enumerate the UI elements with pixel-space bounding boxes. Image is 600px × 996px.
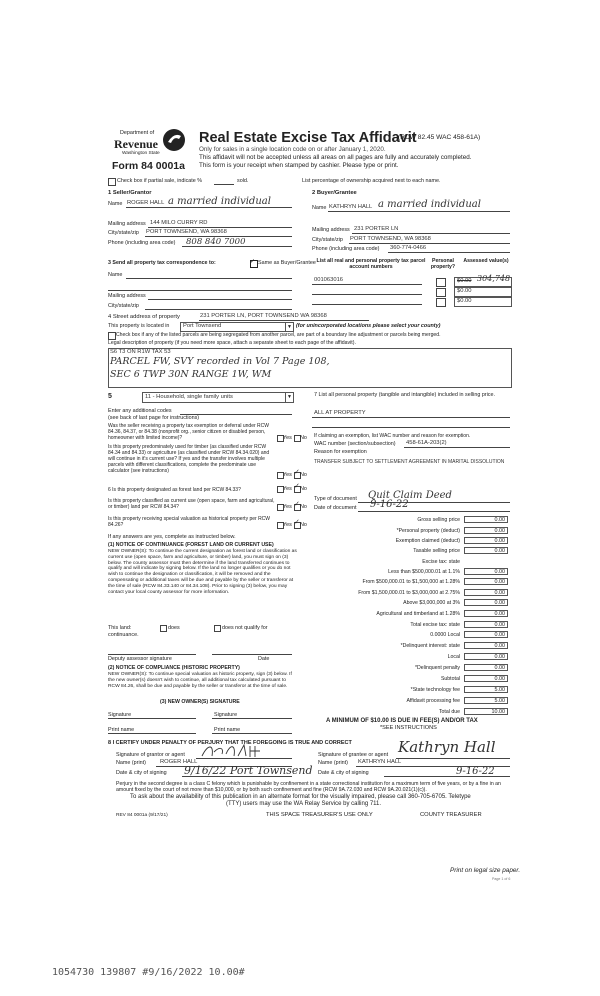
tax-row bbox=[300, 578, 508, 587]
street-field[interactable] bbox=[199, 320, 369, 321]
section3-city-field[interactable] bbox=[145, 309, 292, 310]
tax-row-label: *Delinquent penalty bbox=[415, 665, 460, 671]
tax-row-label: Subtotal bbox=[440, 676, 460, 682]
dept-state: Washington State bbox=[122, 151, 160, 156]
tax-row bbox=[300, 610, 508, 619]
new-owner-print-label-2: Print name bbox=[214, 727, 241, 733]
personal-property-line-2[interactable] bbox=[312, 427, 510, 428]
wac-label: WAC number (section/subsection) bbox=[314, 441, 396, 447]
tax-row-value[interactable]: 0.00 bbox=[464, 516, 508, 523]
accessibility-line-2: (TTY) users may use the WA Relay Service by calling 711. bbox=[226, 801, 382, 807]
assessed-value-1-struck: $0.00 bbox=[457, 278, 472, 284]
tax-row-value[interactable]: 0.00 bbox=[464, 653, 508, 660]
land-use-chevron-icon: ▼ bbox=[285, 393, 293, 402]
section3-city-label: City/state/zip bbox=[108, 303, 139, 309]
seller-mail-value: 144 MILO CURRY RD bbox=[150, 220, 208, 226]
tax-row-value[interactable]: 0.00 bbox=[464, 631, 508, 638]
tax-row-label: From $500,000.01 to $1,500,000 at 1.28% bbox=[362, 579, 460, 585]
header-sub1: Only for sales in a single location code on or after January 1, 2020. bbox=[199, 146, 386, 153]
grantee-signature-line[interactable] bbox=[396, 758, 510, 759]
grantor-date-label: Date & city of signing bbox=[116, 770, 167, 776]
tax-row-label: *Delinquent interest: state bbox=[400, 643, 460, 649]
buyer-name-field[interactable] bbox=[328, 211, 510, 212]
grantor-date-handwritten: 9/16/22 Port Townsend bbox=[184, 764, 313, 777]
unincorporated-note: (for unincorporated locations please select your county) bbox=[296, 323, 441, 329]
tax-row bbox=[300, 653, 508, 662]
new-owner-sig-heading: (3) NEW OWNER(S) SIGNATURE bbox=[160, 699, 240, 705]
section3-name-field[interactable] bbox=[126, 278, 292, 279]
buyer-name-handwritten: a married individual bbox=[378, 199, 481, 210]
treasurer-use: THIS SPACE TREASURER'S USE ONLY bbox=[266, 812, 373, 818]
assessed-col-header: Assessed value(s) bbox=[463, 258, 509, 264]
see-instructions: *SEE INSTRUCTIONS bbox=[380, 725, 437, 731]
doc-type-label: Type of document bbox=[314, 496, 357, 502]
personal-property-heading: 7 List all personal property (tangible and intangible) included in selling price. bbox=[314, 392, 495, 398]
tax-row-label: Gross selling price bbox=[417, 517, 460, 523]
seller-city-label: City/state/zip bbox=[108, 230, 139, 236]
seller-heading: 1 Seller/Grantor bbox=[108, 190, 152, 196]
personal-property-checkbox-2[interactable] bbox=[436, 288, 446, 297]
personal-property-checkbox-3[interactable] bbox=[436, 298, 446, 307]
grantor-signature bbox=[200, 742, 270, 760]
compliance-text: NEW OWNER(S): To continue special valuation as historic property, sign (3) below. If the new owner(s) doesn't wish to continue, all additional tax calculated pursuant to RCW 84.26, shall be due and payable by the seller or transferor at the time of sale. bbox=[108, 672, 292, 689]
buyer-name-label: Name bbox=[312, 205, 327, 211]
exemption-no-label: No bbox=[300, 435, 307, 441]
current-use-question: Is this property classified as current use (open space, farm and agricultural, or timber) land per RCW 84.34? bbox=[108, 498, 275, 510]
seller-mail-field[interactable] bbox=[148, 227, 292, 228]
grantee-signature-handwritten: Kathryn Hall bbox=[398, 738, 496, 756]
land-use-select[interactable] bbox=[142, 392, 294, 403]
tax-row bbox=[300, 631, 508, 640]
minimum-fee-note: A MINIMUM OF $10.00 IS DUE IN FEE(S) AND/OR TAX bbox=[326, 718, 478, 724]
buyer-phone-label: Phone (including area code) bbox=[312, 246, 380, 252]
tax-row-label: Agricultural and timberland at 1.28% bbox=[376, 611, 460, 617]
does-not-label: does not qualify for bbox=[222, 625, 268, 631]
tax-row-value[interactable]: 0.00 bbox=[464, 599, 508, 606]
historic-no-label: No bbox=[300, 522, 307, 528]
buyer-mail-field[interactable] bbox=[352, 233, 510, 234]
tax-row-label: Local bbox=[447, 654, 460, 660]
does-checkbox[interactable] bbox=[160, 625, 167, 632]
timber-yes-label: Yes bbox=[283, 472, 292, 478]
current-use-yes-label: Yes bbox=[283, 504, 292, 510]
tax-row bbox=[300, 599, 508, 608]
partial-sold: sold. bbox=[237, 178, 249, 184]
seller-name-field[interactable] bbox=[126, 207, 292, 208]
located-label: This property is located in bbox=[108, 323, 170, 329]
legal-desc-hand-1: PARCEL FW, SVY recorded in Vol 7 Page 108, bbox=[110, 356, 330, 367]
tax-row bbox=[300, 686, 508, 695]
seller-mail-label: Mailing address bbox=[108, 221, 146, 227]
tax-row-label: *State technology fee bbox=[410, 687, 460, 693]
tax-row-label: Exemption claimed (deduct) bbox=[395, 538, 460, 544]
continuance-text: NEW OWNER(S): To continue the current designation as forest land or classification as current use (open space, farm and agriculture, or timber) land, you must sign on (3) below. The county assessor must then determine if the land transferred continues to qualify and will indicate by signing below. If the land no longer qualifies or you do not wish to continue the designation or classification, it will be removed and the compensating or additional taxes will be due and payable by the seller or transferor at the time of sale (RCW 84.33.140 or 84.34.108). Prior to signing (3) below, you may contact your local county assessor for more information. bbox=[108, 549, 297, 595]
parcel-line-1[interactable] bbox=[312, 284, 422, 285]
tax-row bbox=[300, 708, 508, 717]
tax-row-label: Above $3,000,000 at 3% bbox=[403, 600, 460, 606]
deputy-signature-line[interactable] bbox=[108, 654, 196, 655]
section3-mail-field[interactable] bbox=[148, 299, 292, 300]
tax-row-value[interactable]: 0.00 bbox=[464, 610, 508, 617]
personal-col-header: Personal property? bbox=[430, 258, 456, 271]
tax-row-value[interactable]: 0.00 bbox=[464, 537, 508, 544]
does-label: does bbox=[168, 625, 180, 631]
buyer-heading: 2 Buyer/Grantee bbox=[312, 190, 357, 196]
section3-name-label: Name bbox=[108, 272, 123, 278]
tax-row bbox=[300, 568, 508, 577]
receipt-stamp: 1054730 139807 #9/16/2022 10.00# bbox=[52, 967, 245, 978]
wac-field[interactable] bbox=[404, 447, 510, 448]
additional-codes-note: (see back of last page for instructions) bbox=[108, 415, 200, 421]
personal-property-line-1[interactable] bbox=[312, 417, 510, 418]
grantor-name-label: Name (print) bbox=[116, 760, 146, 766]
header-sub3: This form is your receipt when stamped by cashier. Please type or print. bbox=[199, 162, 399, 169]
tax-row-label: Taxable selling price bbox=[413, 548, 460, 554]
continuance-label: continuance. bbox=[108, 632, 139, 638]
historic-no-check-mark: ✓ bbox=[294, 519, 300, 526]
same-as-buyer-label: Same as Buyer/Grantee bbox=[258, 260, 316, 266]
doc-date-handwritten: 9-16-22 bbox=[370, 499, 409, 510]
parcel-line-2[interactable] bbox=[312, 294, 422, 295]
tax-row-value[interactable]: 0.00 bbox=[464, 664, 508, 671]
grantee-date-label: Date & city of signing bbox=[318, 770, 369, 776]
tax-row bbox=[300, 642, 508, 651]
tax-row bbox=[300, 547, 508, 556]
ownership-note: List percentage of ownership acquired next to each name. bbox=[302, 178, 441, 184]
legal-desc-label: Legal description of property (if you need more space, attach a separate sheet to each page of the affidavit). bbox=[108, 340, 356, 346]
additional-codes-label: Enter any additional codes bbox=[108, 408, 172, 414]
wac-value: 458-61A-203(2) bbox=[406, 440, 447, 446]
certify-heading: 8 I CERTIFY UNDER PENALTY OF PERJURY THAT THE FOREGOING IS TRUE AND CORRECT bbox=[108, 740, 352, 746]
deputy-date-label: Date bbox=[258, 656, 270, 662]
assessed-value-2-text: $0.00 bbox=[457, 288, 472, 294]
historic-question: Is this property receiving special valuation as historical property per RCW 84.26? bbox=[108, 516, 271, 528]
historic-yes-label: Yes bbox=[283, 522, 292, 528]
tax-row-label: Total excise tax: state bbox=[410, 622, 460, 628]
section3-extra-line[interactable] bbox=[108, 290, 292, 291]
seller-phone-label: Phone (including area code) bbox=[108, 240, 176, 246]
tax-row bbox=[300, 664, 508, 673]
section5-number: 5 bbox=[108, 393, 112, 400]
parcel-col-header: List all real and personal property tax parcel account numbers bbox=[316, 258, 426, 271]
land-use-value: 11 - Household, single family units bbox=[145, 394, 233, 400]
tax-row-value[interactable]: 5.00 bbox=[464, 686, 508, 693]
tax-row-label: Affidavit processing fee bbox=[406, 698, 460, 704]
tax-row bbox=[300, 589, 508, 598]
street-value: 231 PORTER LN, PORT TOWNSEND WA 98368 bbox=[200, 313, 327, 319]
county-treasurer: COUNTY TREASURER bbox=[420, 812, 482, 818]
tax-row-label: *Personal property (deduct) bbox=[396, 528, 460, 534]
buyer-city-field[interactable] bbox=[349, 243, 510, 244]
dept-top: Department of bbox=[120, 130, 155, 136]
perjury-text: Perjury in the second degree is a class C felony which is punishable by confinement in a state correctional institution for a maximum term of five years, or by a fine in an amount fixed by the court of not more than $10,000, or by both such confinement and fine (RCW 9A.72.030 and RCW 9A.20.021(1)(c)). bbox=[116, 781, 501, 794]
timber-question: Is this property predominately used for timber (as classified under RCW 84.34 and 84.33) or agriculture (as classified under RCW 84.34.020) and will continue in it's current use? If yes and the transfer involves multiple parcels with different classifications, complete the predominate use calculator (see instructions) bbox=[108, 444, 270, 474]
grantor-name-value: ROGER HALL bbox=[160, 759, 198, 765]
revenue-logo-icon bbox=[162, 128, 186, 152]
legal-size-note: Print on legal size paper. bbox=[450, 867, 521, 874]
buyer-phone-value: 360-774-0466 bbox=[390, 245, 427, 251]
reason-value: TRANSFER SUBJECT TO SETTLEMENT AGREEMENT IN MARITAL DISSOLUTION bbox=[314, 459, 505, 465]
legal-desc-hand-2: SEC 6 TWP 30N RANGE 1W, WM bbox=[110, 369, 272, 380]
tax-row-value[interactable]: 5.00 bbox=[464, 697, 508, 704]
form-title: Real Estate Excise Tax Affidavit bbox=[199, 130, 417, 146]
street-label: 4 Street address of property bbox=[108, 314, 180, 320]
header-sub2: This affidavit will not be accepted unless all areas on all pages are fully and accurately completed. bbox=[199, 154, 472, 161]
tax-row bbox=[300, 697, 508, 706]
buyer-city-value: PORT TOWNSEND, WA 98368 bbox=[350, 236, 431, 242]
doc-date-label: Date of document bbox=[314, 505, 357, 511]
tax-row-value[interactable]: 0.00 bbox=[464, 527, 508, 534]
tax-row-label: Total due bbox=[438, 709, 460, 715]
new-owner-signature-label-2: Signature bbox=[214, 712, 238, 718]
continuance-heading: (1) NOTICE OF CONTINUANCE (FOREST LAND OR CURRENT USE) bbox=[108, 542, 274, 548]
tax-row bbox=[300, 675, 508, 684]
tax-row-value[interactable]: 0.00 bbox=[464, 589, 508, 596]
buyer-mail-value: 231 PORTER LN bbox=[354, 226, 399, 232]
rev-number: REV 84 0001a (9/17/21) bbox=[116, 813, 168, 818]
grantor-sig-label: Signature of grantor or agent bbox=[116, 752, 185, 758]
section3-mail-label: Mailing address bbox=[108, 293, 146, 299]
timber-no-check-mark: ✓ bbox=[294, 469, 300, 476]
partial-pct-line bbox=[214, 184, 234, 185]
partial-sale-label: Check box if partial sale, indicate % bbox=[117, 178, 203, 184]
tax-row bbox=[300, 516, 508, 525]
tax-row-label: Less than $500,000.01 at 1.1% bbox=[388, 569, 460, 575]
partial-sale-checkbox[interactable] bbox=[108, 178, 116, 186]
buyer-mail-label: Mailing address bbox=[312, 227, 350, 233]
section6-note: If any answers are yes, complete as instructed below. bbox=[108, 534, 236, 540]
forest-no-label: No bbox=[300, 486, 307, 492]
chevron-down-icon: ▼ bbox=[285, 323, 293, 331]
seller-city-value: PORT TOWNSEND, WA 98368 bbox=[146, 229, 227, 235]
tax-row-label: Excise tax: state bbox=[422, 559, 460, 565]
legal-desc-typed: S6 T3 ON R1W TAX 53 bbox=[110, 349, 171, 355]
grantee-name-label: Name (print) bbox=[318, 760, 348, 766]
tax-row-value[interactable]: 10.00 bbox=[464, 708, 508, 715]
seller-name-handwritten: a married individual bbox=[168, 196, 271, 207]
doc-type-handwritten: Quit Claim Deed bbox=[368, 490, 452, 501]
boundary-label: Check box if any of the listed parcels are being segregated from another parcel, are part of a boundary line adjustment or parcels being merged. bbox=[116, 332, 441, 338]
seller-name-label: Name bbox=[108, 201, 123, 207]
dept-name: Revenue bbox=[114, 137, 158, 151]
location-select-value: Port Townsend bbox=[183, 323, 222, 329]
location-select[interactable] bbox=[180, 322, 294, 332]
assessed-value-1-handwritten: 304,748 bbox=[477, 274, 511, 283]
tax-row bbox=[300, 558, 508, 567]
exemption-yes-label: Yes bbox=[283, 435, 292, 441]
tax-row bbox=[300, 537, 508, 546]
form-number: Form 84 0001a bbox=[112, 160, 185, 172]
tax-row-value[interactable]: 0.00 bbox=[464, 547, 508, 554]
parcel-number: 001063016 bbox=[314, 277, 344, 283]
reason-label: Reason for exemption bbox=[314, 449, 367, 455]
tax-row-label: From $1,500,000.01 to $3,000,000 at 2.75% bbox=[358, 590, 460, 596]
this-land-label: This land: bbox=[108, 625, 132, 631]
seller-phone-handwritten: 808 840 7000 bbox=[186, 237, 246, 247]
does-not-checkbox[interactable] bbox=[214, 625, 221, 632]
section3-heading: 3 Send all property tax correspondence to: bbox=[108, 260, 216, 266]
new-owner-signature-label-1: Signature bbox=[108, 712, 132, 718]
same-as-buyer-check-mark: ✓ bbox=[250, 259, 256, 265]
grantee-date-handwritten: 9-16-22 bbox=[456, 766, 495, 777]
buyer-name-value: KATHRYN HALL bbox=[329, 204, 373, 210]
tax-row-value[interactable]: 0.00 bbox=[464, 621, 508, 628]
all-at-property: ALL AT PROPERTY bbox=[314, 410, 366, 416]
personal-property-checkbox-1[interactable] bbox=[436, 278, 446, 287]
exemption-claim-label: If claiming an exemption, list WAC number and reason for exemption. bbox=[314, 433, 471, 439]
revenue-logo bbox=[112, 126, 192, 178]
deputy-date-line[interactable] bbox=[212, 654, 292, 655]
parcel-line-3[interactable] bbox=[312, 304, 422, 305]
doc-date-field[interactable] bbox=[358, 511, 510, 512]
forest-yes-label: Yes bbox=[283, 486, 292, 492]
tax-row-label: 0.0000 Local bbox=[430, 632, 460, 638]
tax-row bbox=[300, 621, 508, 630]
tax-row-value[interactable]: 0.00 bbox=[464, 578, 508, 585]
form-rcw: (RCW 82.45 WAC 458-61A) bbox=[398, 134, 481, 141]
tax-row-value[interactable]: 0.00 bbox=[464, 642, 508, 649]
tax-row-value[interactable]: 0.00 bbox=[464, 568, 508, 575]
tax-row-value[interactable]: 0.00 bbox=[464, 675, 508, 682]
timber-no-label: No bbox=[300, 472, 307, 478]
buyer-phone-field[interactable] bbox=[388, 252, 510, 253]
assessed-value-3-text: $0.00 bbox=[457, 298, 472, 304]
grantee-name-value: KATHRYN HALL bbox=[358, 759, 402, 765]
seller-name-value: ROGER HALL bbox=[127, 200, 165, 206]
current-use-no-check-mark: ✓ bbox=[294, 501, 300, 508]
tax-row bbox=[300, 527, 508, 536]
forest-no-check-mark: ✓ bbox=[294, 483, 300, 490]
exemption-question: Was the seller receiving a property tax exemption or deferral under RCW 84.36, 84.37, or 84.38 (nonprofit org., senior citizen or disabled person, homeowner with limited income)? bbox=[108, 423, 269, 441]
deputy-signature-label: Deputy assessor signature bbox=[108, 656, 172, 662]
forest-question: 6 Is this property designated as forest land per RCW 84.33? bbox=[108, 487, 241, 493]
page-number: Page 1 of 6 bbox=[492, 877, 511, 881]
accessibility-line-1: To ask about the availability of this publication in an alternate format for the visually impaired, please call 360-705-6705. Teletype bbox=[130, 794, 471, 800]
grantee-sig-label: Signature of grantee or agent bbox=[318, 752, 389, 758]
current-use-no-label: No bbox=[300, 504, 307, 510]
compliance-heading: (2) NOTICE OF COMPLIANCE (HISTORIC PROPERTY) bbox=[108, 665, 240, 671]
buyer-city-label: City/state/zip bbox=[312, 237, 343, 243]
new-owner-print-label-1: Print name bbox=[108, 727, 135, 733]
boundary-checkbox[interactable] bbox=[108, 332, 116, 340]
